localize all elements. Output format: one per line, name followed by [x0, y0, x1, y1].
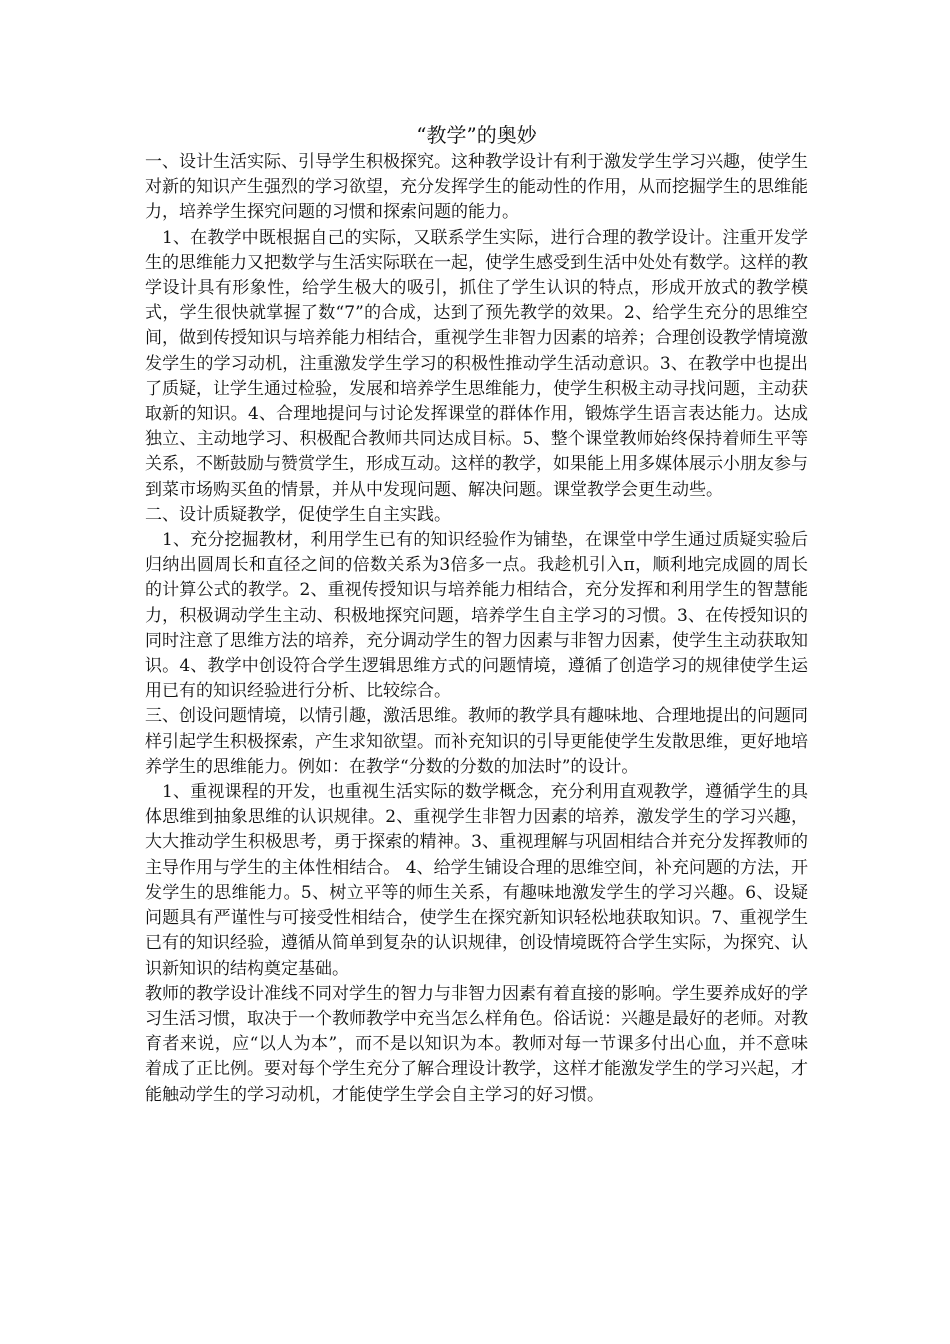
paragraph-conclusion: 教师的教学设计准线不同对学生的智力与非智力因素有着直接的影响。学生要养成好的学习生活习惯，取决于一个教师教学中充当怎么样角色。俗话说：兴趣是最好的老师。对教育者来说，应“以人为本”，而不是以知识为本。教师对每一节课多付出心血，并不意味着成了正比例。要对每个学生充分了解合理设计教学，这样才能激发学生的学习兴起，才能触动学生的学习动机，才能使学生学会自主学习的好习惯。	[145, 983, 808, 1105]
paragraph-section-2-heading: 二、设计质疑教学，促使学生自主实践。	[145, 504, 451, 525]
paragraph-section-3-heading: 三、创设问题情境，以情引趣，激活思维。教师的教学具有趣味地、合理地提出的问题同样引起学生积极探索，产生求知欲望。而补充知识的引导更能使学生发散思维，更好地培养学生的思维能力。例如：在教学“分数的分数的加法时”的设计。	[145, 706, 808, 777]
paragraph-section-1-heading: 一、设计生活实际、引导学生积极探究。这种教学设计有利于激发学生学习兴趣，使学生对新的知识产生强烈的学习欲望，充分发挥学生的能动性的作用，从而挖掘学生的思维能力，培养学生探究问题的习惯和探索问题的能力。	[145, 152, 808, 223]
paragraph-section-2-body: 1、充分挖掘教材，利用学生已有的知识经验作为铺垫，在课堂中学生通过质疑实验后归纳出圆周长和直径之间的倍数关系为3倍多一点。我趁机引入π，顺利地完成圆的周长的计算公式的教学。2、重视传授知识与培养能力相结合，充分发挥和利用学生的智慧能力，积极调动学生主动、积极地探究问题，培养学生自主学习的习惯。3、在传授知识的同时注意了思维方法的培养，充分调动学生的智力因素与非智力因素，使学生主动获取知识。4、教学中创设符合学生逻辑思维方式的问题情境，遵循了创造学习的规律使学生运用已有的知识经验进行分析、比较综合。	[145, 530, 808, 702]
paragraph-section-1-body: 1、在教学中既根据自己的实际，又联系学生实际，进行合理的教学设计。注重开发学生的思维能力又把数学与生活实际联在一起，使学生感受到生活中处处有数学。这样的教学设计具有形象性，给学生极大的吸引，抓住了学生认识的特点，形成开放式的教学模式，学生很快就掌握了数“7”的合成，达到了预先教学的效果。2、给学生充分的思维空间，做到传授知识与培养能力相结合，重视学生非智力因素的培养；合理创设教学情境激发学生的学习动机，注重激发学生学习的积极性推动学生活动意识。3、在教学中也提出了质疑，让学生通过检验，发展和培养学生思维能力，使学生积极主动寻找问题，主动获取新的知识。4、合理地提问与讨论发挥课堂的群体作用，锻炼学生语言表达能力。达成独立、主动地学习、积极配合教师共同达成目标。5、整个课堂教师始终保持着师生平等关系，不断鼓励与赞赏学生，形成互动。这样的教学，如果能上用多媒体展示小朋友参与到菜市场购买鱼的情景，并从中发现问题、解决问题。课堂教学会更生动些。	[145, 227, 808, 500]
document-title: “教学”的奥妙	[416, 123, 537, 147]
paragraph-section-3-body: 1、重视课程的开发，也重视生活实际的数学概念，充分利用直观教学，遵循学生的具体思维到抽象思维的认识规律。2、重视学生非智力因素的培养，激发学生的学习兴趣，大大推动学生积极思考，勇于探索的精神。3、重视理解与巩固相结合并充分发挥教师的主导作用与学生的主体性相结合。 4、给学生铺设合理的思维空间，补充问题的方法，开发学生的思维能力。5、树立平等的师生关系，有趣味地激发学生的学习兴趣。6、设疑问题具有严谨性与可接受性相结合，使学生在探究新知识轻松地获取知识。7、重视学生已有的知识经验，遵循从简单到复杂的认识规律，创设情境既符合学生实际，为探究、认识新知识的结构奠定基础。	[145, 782, 808, 979]
document-page	[145, 120, 808, 1108]
